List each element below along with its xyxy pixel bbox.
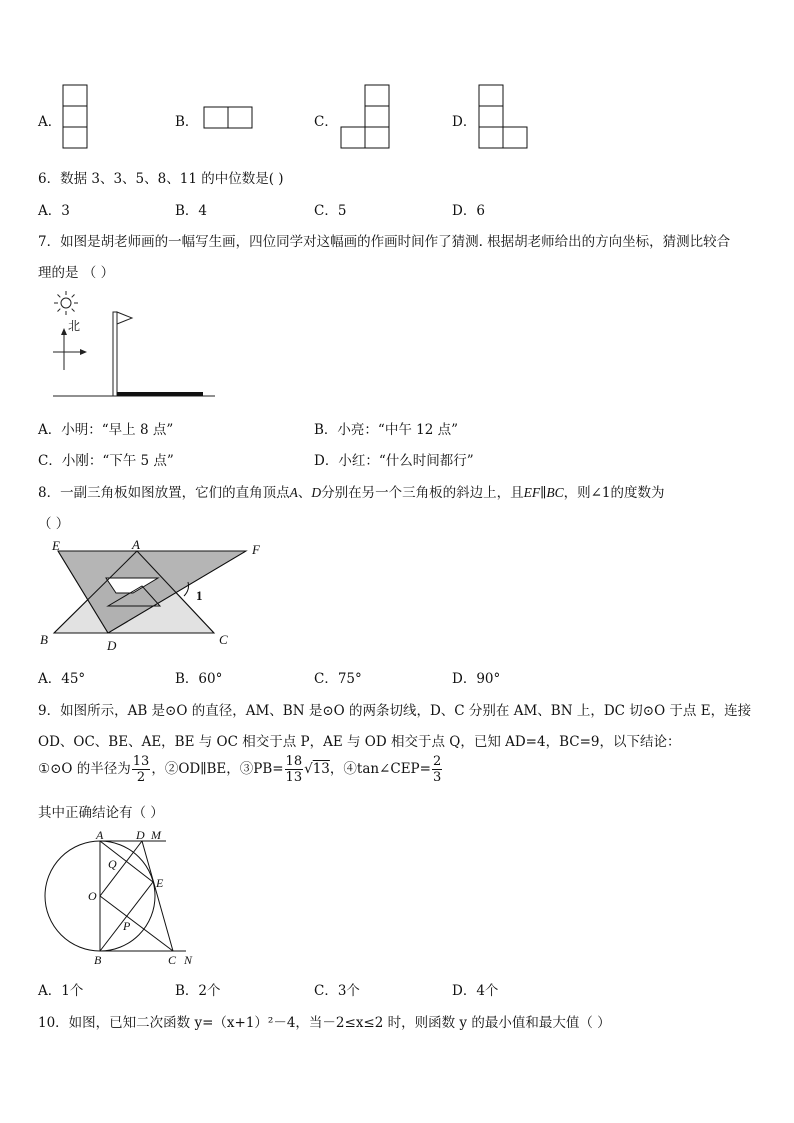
sun-icon <box>54 291 78 315</box>
q9-option-a: A．1个 <box>38 983 84 999</box>
svg-text:B: B <box>94 953 102 967</box>
svg-text:Q: Q <box>108 857 117 871</box>
q6-stem: 6．数据 3、3、5、8、11 的中位数是( ) <box>38 171 284 187</box>
q9-option-c: C．3个 <box>314 983 360 999</box>
svg-text:D: D <box>107 638 117 653</box>
svg-text:C: C <box>219 632 228 647</box>
q5-option-b-figure <box>203 106 255 130</box>
q8-option-a: A．45° <box>38 671 86 687</box>
svg-text:1: 1 <box>196 588 203 603</box>
q9-option-b: B．2个 <box>175 983 221 999</box>
q9-stem-line2: OD、OC、BE、AE，BE 与 OC 相交于点 P，AE 与 OD 相交于点 Q，已知 AD=4，BC=9，以下结论： <box>38 734 681 750</box>
q9-figure <box>38 826 218 970</box>
q8-stem-line1: 8．一副三角板如图放置，它们的直角顶点A、D分别在另一个三角板的斜边上，且EF∥BC，则∠1的度数为 <box>38 485 665 501</box>
q9-option-d: D．4个 <box>452 983 499 999</box>
svg-text:P: P <box>123 919 131 933</box>
north-label: 北 <box>68 319 81 333</box>
svg-text:C: C <box>168 953 177 967</box>
q5-option-c-figure <box>340 84 392 150</box>
q9-stem-line1: 9．如图所示，AB 是⊙O 的直径，AM、BN 是⊙O 的两条切线，D、C 分别在 AM、BN 上，DC 切⊙O 于点 E，连接 <box>38 703 752 719</box>
q5-option-d-label: D． <box>452 114 477 130</box>
q5-option-a-figure <box>62 84 92 150</box>
q7-figure <box>50 290 220 402</box>
q7-option-b: B．小亮：“中午 12 点” <box>314 422 458 438</box>
q5-option-b-label: B． <box>175 114 199 130</box>
q9-conclusions: ①⊙O 的半径为 $\frac{13}{2}$ ，②OD∥BE，③PB= $\frac{18}{13}$ √13，④tan∠CEP= $\frac{2}{3}$ <box>38 754 442 785</box>
q5-option-d-figure <box>478 84 530 150</box>
q7-option-d: D．小红：“什么时间都行” <box>314 453 474 469</box>
q10-stem: 10．如图，已知二次函数 y=（x+1）²－4，当－2≤x≤2 时，则函数 y 的最小值和最大值（ ） <box>38 1015 611 1031</box>
compass-arrows-icon <box>53 328 87 370</box>
q7-stem-line1: 7．如图是胡老师画的一幅写生画，四位同学对这幅画的作画时间作了猜测. 根据胡老师给出的方向坐标，猜测比较合 <box>38 234 731 250</box>
svg-text:E: E <box>156 876 164 890</box>
svg-text:A: A <box>132 537 140 552</box>
q6-option-a: A．3 <box>38 203 70 219</box>
svg-text:O: O <box>88 889 97 903</box>
q8-option-b: B．60° <box>175 671 223 687</box>
q8-option-d: D．90° <box>452 671 501 687</box>
q7-stem-line2: 理的是 （ ） <box>38 265 115 281</box>
q6-option-b: B．4 <box>175 203 208 219</box>
svg-text:F: F <box>252 542 260 557</box>
svg-text:N: N <box>184 953 193 967</box>
q6-option-d: D．6 <box>452 203 485 219</box>
q5-option-a-label: A． <box>38 114 62 130</box>
q7-option-c: C．小刚：“下午 5 点” <box>38 453 174 469</box>
svg-text:A: A <box>96 828 104 842</box>
svg-text:M: M <box>151 828 161 842</box>
q7-option-a: A．小明：“早上 8 点” <box>38 422 174 438</box>
q5-option-c-label: C． <box>314 114 338 130</box>
q9-stem-line4: 其中正确结论有（ ） <box>38 805 164 821</box>
svg-text:B: B <box>40 632 48 647</box>
q8-figure <box>38 537 278 653</box>
q6-option-c: C．5 <box>314 203 347 219</box>
q8-option-c: C．75° <box>314 671 362 687</box>
q8-stem-line2: （ ） <box>38 516 70 532</box>
svg-text:E: E <box>52 538 60 553</box>
svg-text:D: D <box>136 828 145 842</box>
